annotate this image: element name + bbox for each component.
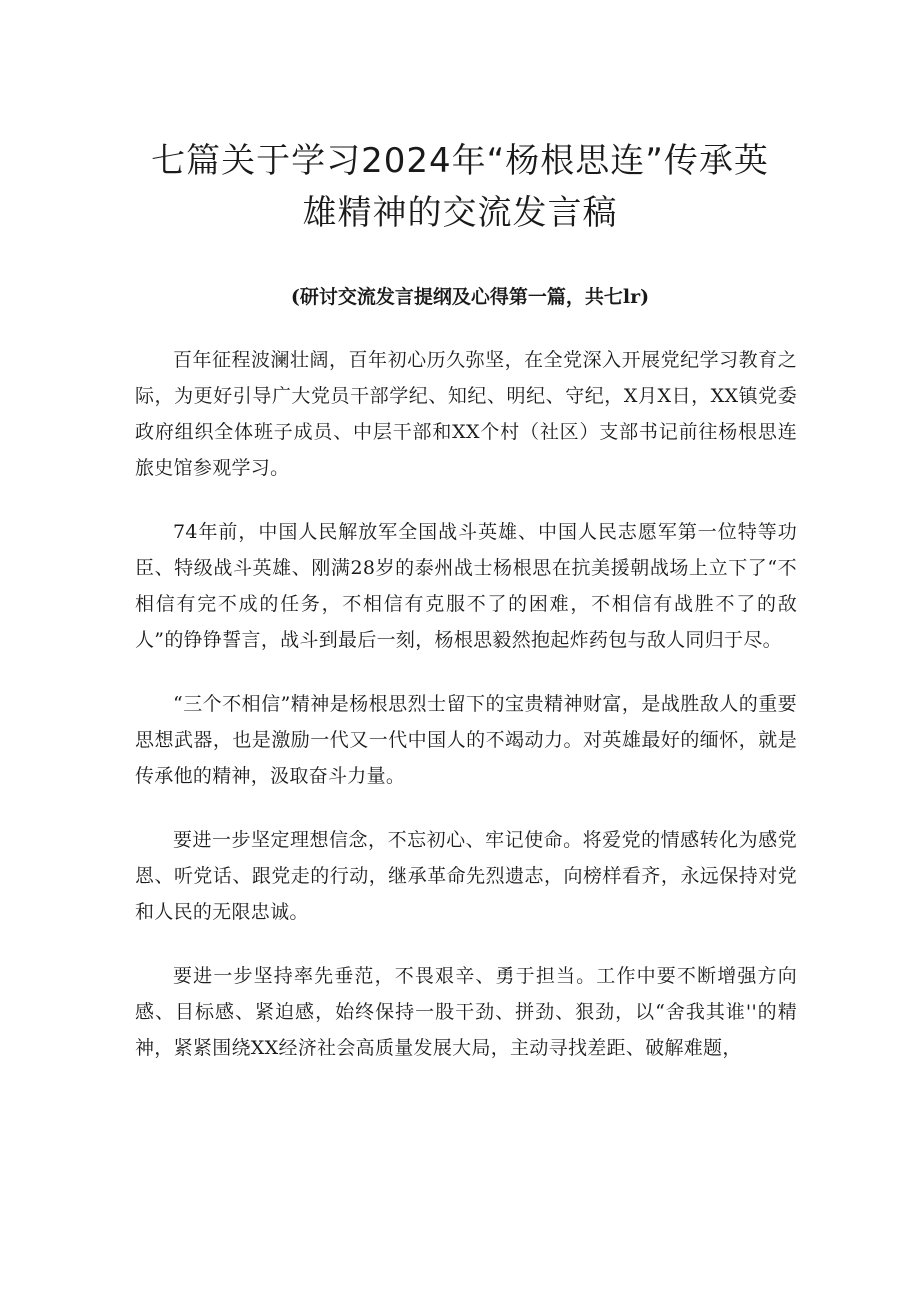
document-body	[135, 342, 797, 1094]
document-title	[120, 135, 800, 239]
title-line-2: 雄精神的交流发言稿	[302, 192, 618, 233]
paragraph-4: 要进一步坚定理想信念，不忘初心、牢记使命。将爱党的情感转化为感党恩、听党话、跟党走的行动，继承革命先烈遗志，向榜样看齐，永远保持对党和人民的无限忠诚。	[135, 829, 797, 923]
document-subtitle: (研讨交流发言提纲及心得第一篇，共七lr)	[290, 286, 650, 308]
paragraph-2: 74年前，中国人民解放军全国战斗英雄、中国人民志愿军第一位特等功臣、特级战斗英雄、刚满28岁的泰州战士杨根思在抗美援朝战场上立下了“不相信有完不成的任务，不相信有克服不了的困难，不相信有战胜不了的敌人”的铮铮誓言，战斗到最后一刻，杨根思毅然抱起炸药包与敌人同归于尽。	[135, 521, 797, 651]
paragraph-3: “三个不相信”精神是杨根思烈士留下的宝贵精神财富，是战胜敌人的重要思想武器，也是激励一代又一代中国人的不竭动力。对英雄最好的缅怀，就是传承他的精神，汲取奋斗力量。	[135, 693, 797, 787]
paragraph-5: 要进一步坚持率先垂范，不畏艰辛、勇于担当。工作中要不断增强方向感、目标感、紧迫感，始终保持一股干劲、拼劲、狠劲，以“舍我其谁''的精神，紧紧围绕XX经济社会高质量发展大局，主动寻找差距、破解难题，	[135, 965, 797, 1059]
title-line-1: 七篇关于学习2024年“杨根思连”传承英	[151, 140, 769, 181]
paragraph-1: 百年征程波澜壮阔，百年初心历久弥坚，在全党深入开展党纪学习教育之际，为更好引导广大党员干部学纪、知纪、明纪、守纪，X月X日，XX镇党委政府组织全体班子成员、中层干部和XX个村（社区）支部书记前往杨根思连旅史馆参观学习。	[135, 349, 797, 479]
